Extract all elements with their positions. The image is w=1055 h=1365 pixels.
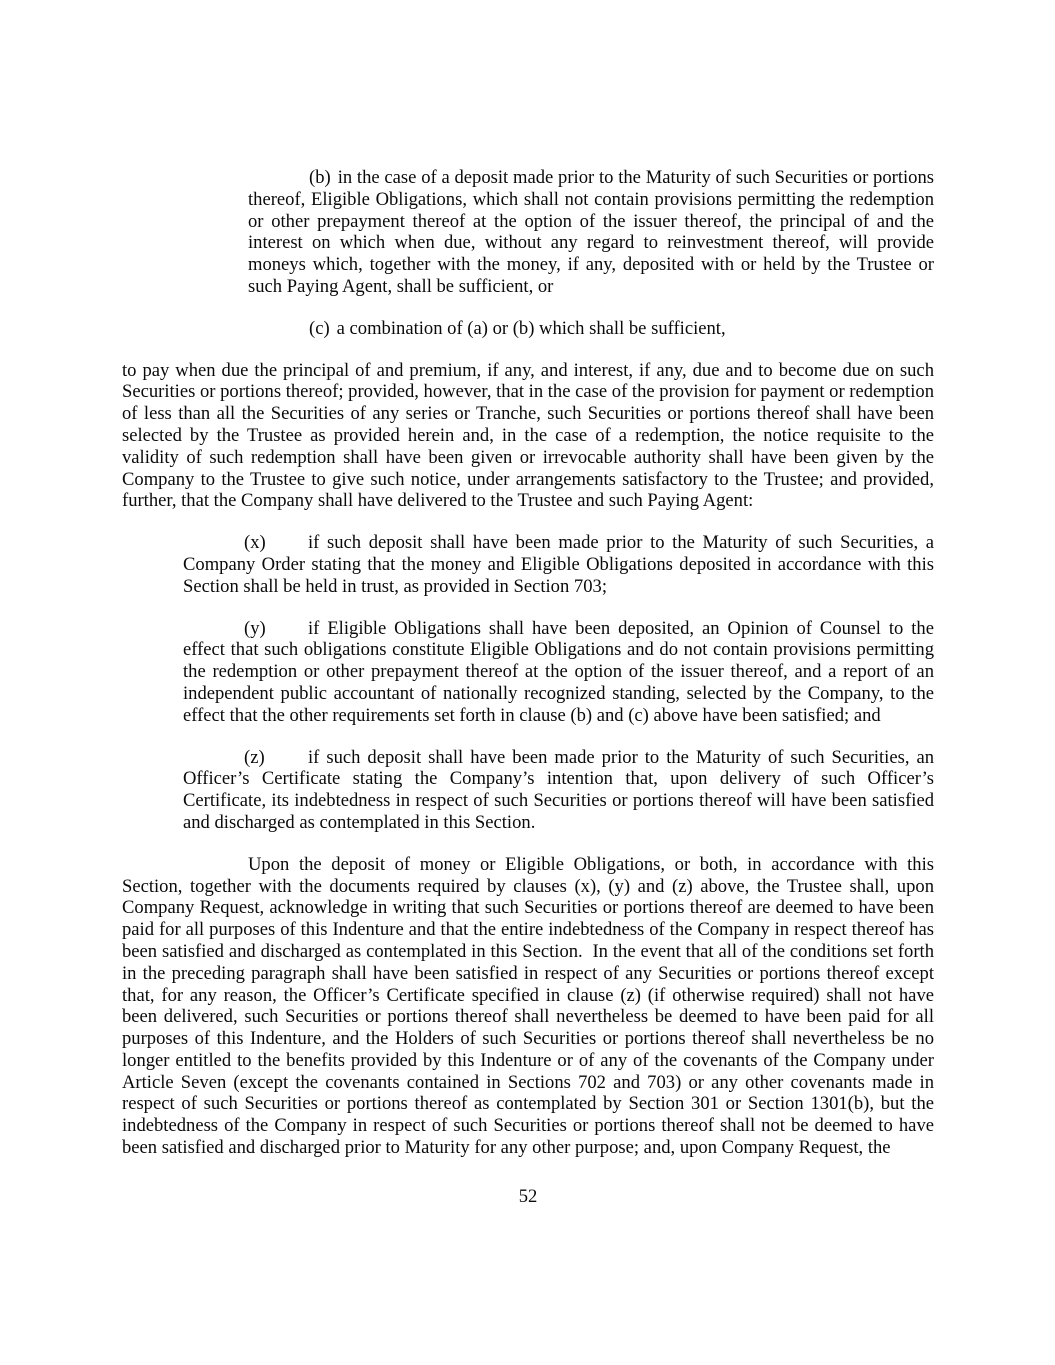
clause-c [248, 318, 934, 340]
paragraph-to-pay: to pay when due the principal of and premium, if any, and interest, if any, due and to become due on such Securities or portions thereof; provided, however, that in the case of the provision for payment or redemption of less than all the Securities of any series or Tranche, such Securities or portions thereof shall have been selected by the Trustee as provided herein and, in the case of a redemption, the notice requisite to the validity of such redemption shall have been given or irrevocable authority shall have been given by the Company to the Trustee to give such notice, under arrangements satisfactory to the Trustee; and provided, further, that the Company shall have delivered to the Trustee and such Paying Agent: [122, 359, 934, 512]
clause-c-text: a combination of (a) or (b) which shall be sufficient, [336, 317, 726, 339]
clause-z-text: if such deposit shall have been made prior to the Maturity of such Securities, an Officer’s Certificate stating the Company’s intention that, upon delivery of such Officer’s Certificate, its indebtedness in respect of such Securities or portions thereof will have been satisfied and discharged as contemplated in this Section. [183, 746, 934, 833]
clause-b-label: (b) [309, 167, 331, 188]
clause-y-label: (y) [244, 617, 266, 639]
clause-z [183, 747, 934, 834]
clause-z-label: (z) [244, 746, 265, 768]
clause-x-text: if such deposit shall have been made prior to the Maturity of such Securities, a Company Order stating that the money and Eligible Obligations deposited in accordance with this Section shall be held in trust, as provided in Section 703; [183, 532, 934, 597]
page-text-block [122, 167, 934, 1179]
clause-b [248, 167, 934, 298]
clause-y-text: if Eligible Obligations shall have been deposited, an Opinion of Counsel to the effect that such obligations constitute Eligible Obligations and do not contain provisions permitting the redemption or other prepayment thereof at the option of the issuer thereof, and a report of an independent public accountant of nationally recognized standing, selected by the Company, to the effect that the other requirements set forth in clause (b) and (c) above have been satisfied; and [183, 617, 934, 726]
clause-x-label: (x) [244, 532, 266, 554]
clause-c-label: (c) [309, 317, 330, 339]
clause-y [183, 618, 934, 727]
clause-b-text: in the case of a deposit made prior to the Maturity of such Securities or portions thereof, Eligible Obligations, which shall not contain provisions permitting the redemption or other prepayment thereof at the option of the issuer thereof, the principal of and the interest on which when due, without any regard to reinvestment thereof, will provide moneys which, together with the money, if any, deposited with or held by the Trustee or such Paying Agent, shall be sufficient, or [248, 167, 934, 297]
page-number: 52 [518, 1186, 538, 1207]
paragraph-upon-deposit: Upon the deposit of money or Eligible Obligations, or both, in accordance with this Section, together with the documents required by clauses (x), (y) and (z) above, the Trustee shall, upon Company Request, acknowledge in writing that such Securities or portions thereof are deemed to have been paid for all purposes of this Indenture and that the entire indebtedness of the Company in respect thereof has been satisfied and discharged as contemplated in this Section. In the event that all of the conditions set forth in the preceding paragraph shall have been satisfied in respect of any Securities or portions thereof except that, for any reason, the Officer’s Certificate specified in clause (z) (if otherwise required) shall not have been delivered, such Securities or portions thereof shall nevertheless be deemed to have been paid for all purposes of this Indenture, and the Holders of such Securities or portions thereof shall nevertheless be no longer entitled to the benefits provided by this Indenture or of any of the covenants of the Company under Article Seven (except the covenants contained in Sections 702 and 703) or any other covenants made in respect of such Securities or portions thereof as contemplated by Section 301 or Section 1301(b), but the indebtedness of the Company in respect of such Securities or portions thereof shall not be deemed to have been satisfied and discharged prior to Maturity for any other purpose; and, upon Company Request, the [122, 853, 934, 1159]
clause-x [183, 532, 934, 597]
